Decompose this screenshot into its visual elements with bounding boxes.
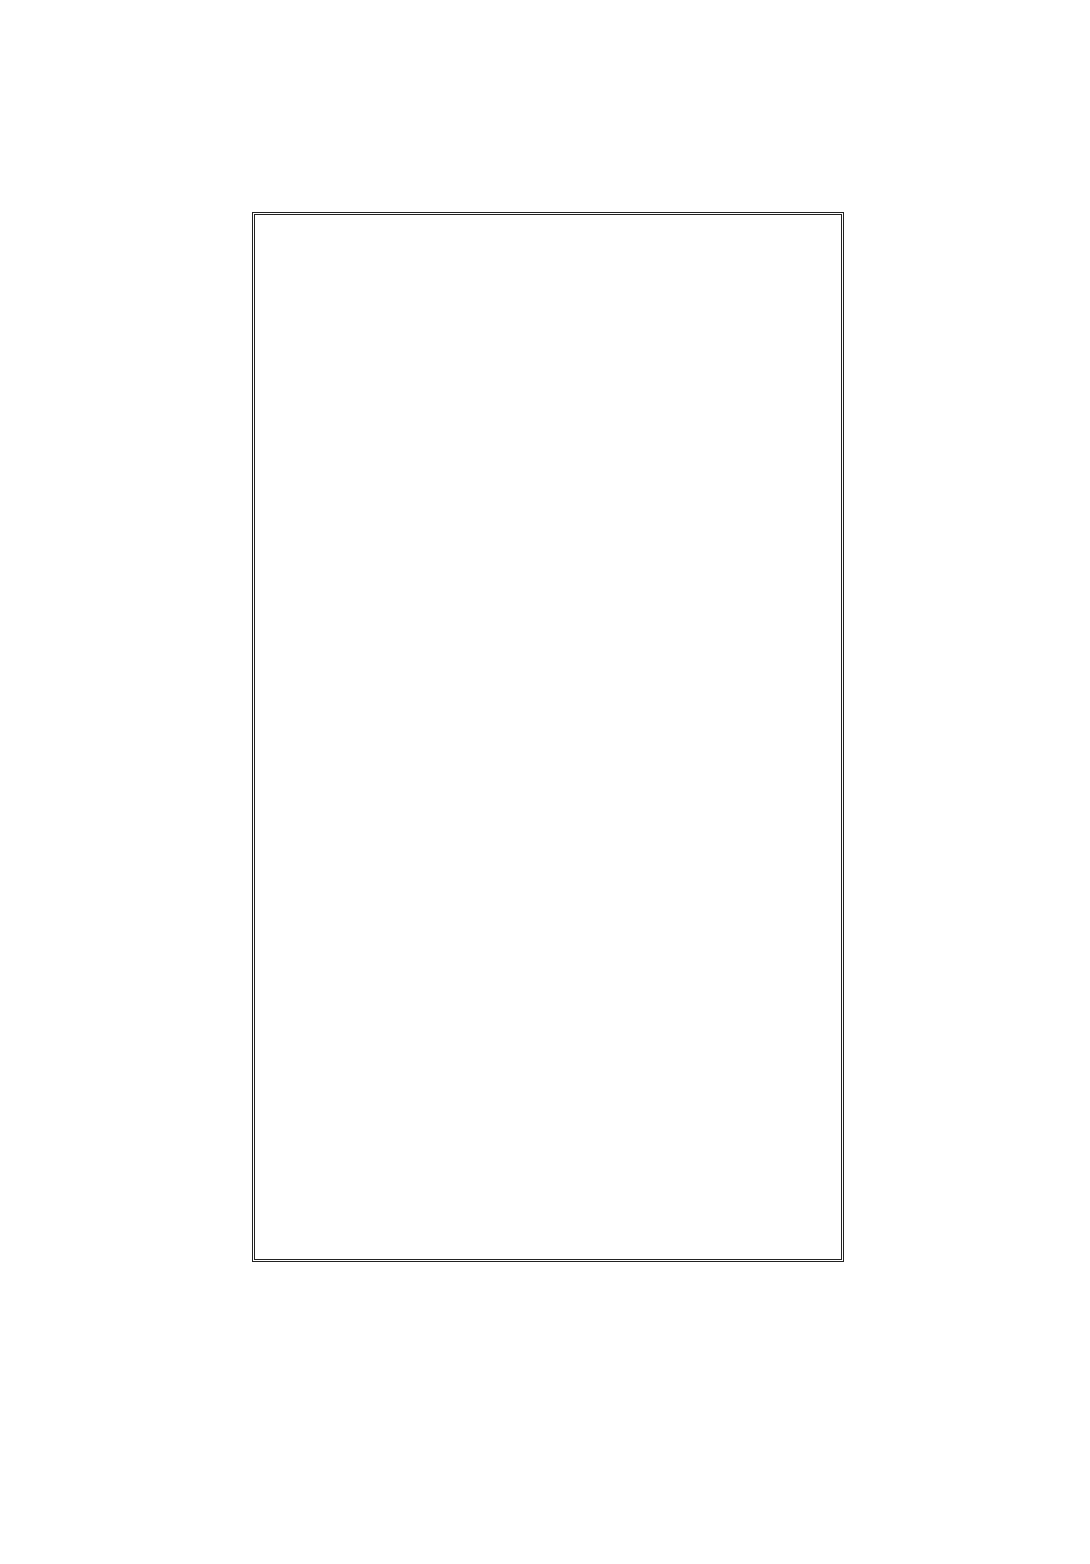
margin-text-column [858,187,1080,1067]
commentary-box [252,212,844,1262]
